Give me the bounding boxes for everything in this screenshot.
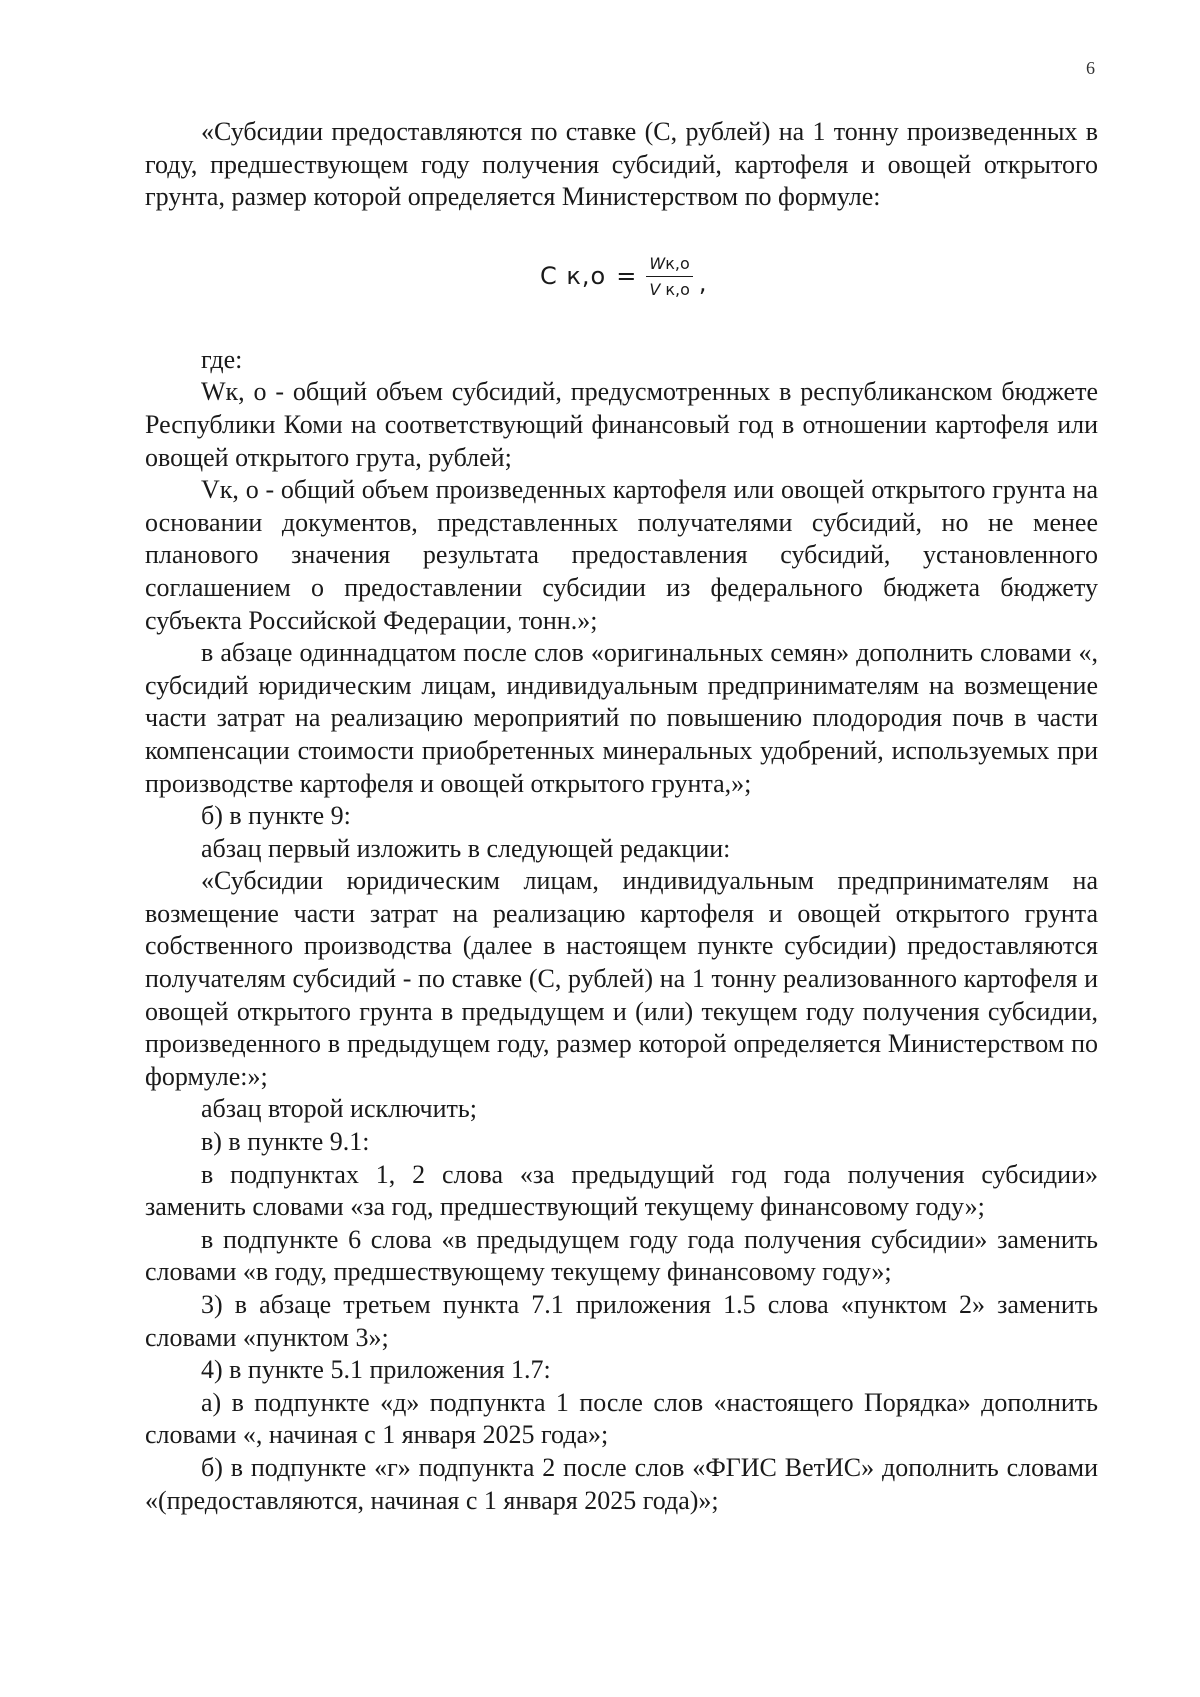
paragraph-subitem-g: б) в подпункте «г» подпункта 2 после слов «ФГИС ВетИС» дополнить словами «(предоставляются, начиная с 1 января 2025 года)»; <box>145 1452 1098 1515</box>
formula-denominator <box>646 277 693 299</box>
paragraph-w-definition: Wк, о - общий объем субсидий, предусмотренных в республиканском бюджете Республики Коми на соответствующий финансовый год в отношении картофеля или овощей открытого грута, рублей; <box>145 377 1098 472</box>
formula-fraction <box>646 254 693 299</box>
paragraph-appendix-1-7: 4) в пункте 5.1 приложения 1.7: <box>201 1355 551 1385</box>
paragraph-item-9: б) в пункте 9: <box>201 801 351 831</box>
formula-numerator <box>646 254 692 277</box>
formula-equals: = <box>616 262 637 291</box>
paragraph-subsidy-rate: «Субсидии предоставляются по ставке (С, рублей) на 1 тонну произведенных в году, предшествующем году получения субсидий, картофеля и овощей открытого грунта, размер которой определяется Министерством по формуле: <box>145 117 1098 212</box>
formula-comma: , <box>698 268 707 297</box>
page-number: 6 <box>1086 58 1095 78</box>
formula-lhs: С к,о <box>540 262 607 291</box>
paragraph-where: где: <box>201 344 243 374</box>
denominator-variable: V <box>649 279 661 299</box>
paragraph-subitem-6: в подпункте 6 слова «в предыдущем году года получения субсидии» заменить словами «в году, предшествующему текущему финансовому году»; <box>145 1224 1098 1287</box>
numerator-variable: W <box>649 253 666 273</box>
paragraph-v-definition: Vк, о - общий объем произведенных картофеля или овощей открытого грунта на основании документов, представленных получателями субсидий, но не менее планового значения результата предоставления субсидий, установленного соглашением о предоставлении субсидии из федерального бюджета бюджету субъекта Российской Федерации, тонн.»; <box>145 475 1098 635</box>
formula-block <box>145 214 1098 344</box>
rate-formula <box>540 254 707 299</box>
paragraph-first-abstract: абзац первый изложить в следующей редакции: <box>201 833 731 863</box>
paragraph-eleventh-abstract: в абзаце одиннадцатом после слов «оригинальных семян» дополнить словами «, субсидий юридическим лицам, индивидуальным предпринимателям на возмещение части затрат на реализацию мероприятий по повышению плодородия почв в части компенсации стоимости приобретенных минеральных удобрений, используемых при производстве картофеля и овощей открытого грунта,»; <box>145 638 1098 798</box>
paragraph-subitem-d: а) в подпункте «д» подпункта 1 после слов «настоящего Порядка» дополнить словами «, начиная с 1 января 2025 года»; <box>145 1387 1098 1450</box>
paragraph-second-abstract: абзац второй исключить; <box>201 1094 477 1124</box>
numerator-subscript: к,о <box>665 253 690 273</box>
document-body <box>145 116 1098 1517</box>
denominator-subscript: к,о <box>660 279 690 299</box>
paragraph-subsidy-legal-entities: «Субсидии юридическим лицам, индивидуальным предпринимателям на возмещение части затрат на реализацию картофеля и овощей открытого грунта собственного производства (далее в настоящем пункте субсидии) предоставляются получателям субсидий - по ставке (С, рублей) на 1 тонну реализованного картофеля и овощей открытого грунта в предыдущем и (или) текущем году получения субсидии, произведенного в предыдущем году, размер которой определяется Министерством по формуле:»; <box>145 866 1098 1091</box>
paragraph-appendix-1-5: 3) в абзаце третьем пункта 7.1 приложения 1.5 слова «пунктом 2» заменить словами «пунктом 3»; <box>145 1290 1098 1352</box>
paragraph-item-9-1: в) в пункте 9.1: <box>201 1127 370 1157</box>
paragraph-subitems-1-2: в подпунктах 1, 2 слова «за предыдущий год года получения субсидии» заменить словами «за год, предшествующий текущему финансовому году»; <box>145 1159 1098 1222</box>
